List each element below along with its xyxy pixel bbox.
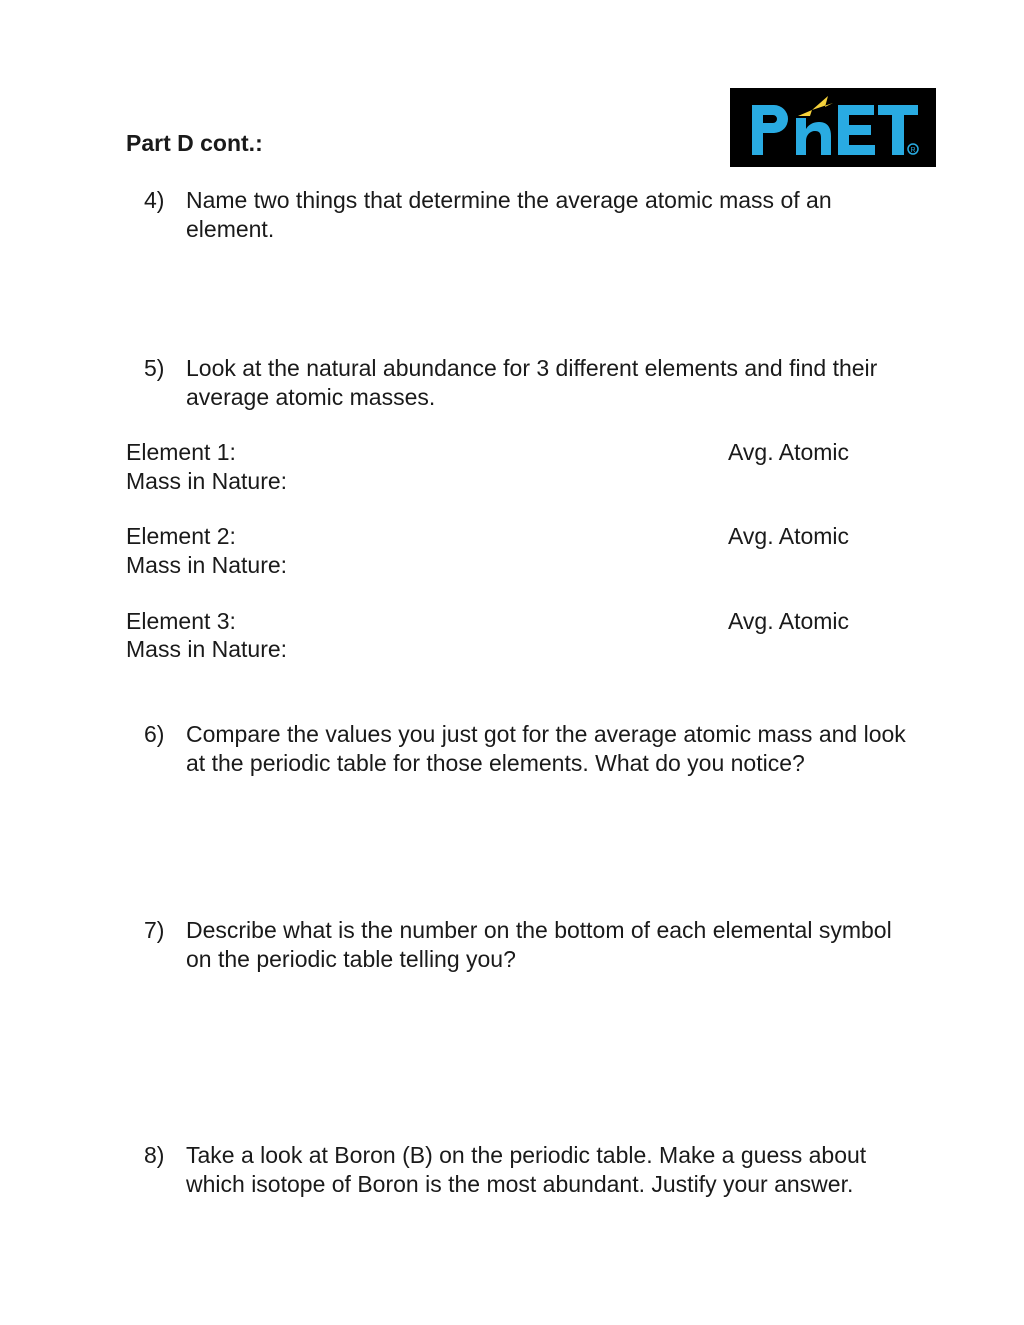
question-6-text: Compare the values you just got for the average atomic mass and look at the periodic table for those elements. What do you notice? (186, 721, 906, 776)
element-3-mass-in-nature: Mass in Nature: (126, 636, 288, 662)
page-heading: Part D cont.: (126, 130, 263, 156)
element-2-label: Element 2: (126, 523, 236, 549)
element-1-avg-atomic-label: Avg. Atomic (728, 439, 850, 465)
question-8-text: Take a look at Boron (B) on the periodic table. Make a guess about which isotope of Boron is the most abundant. Justify your answer. (186, 1142, 867, 1197)
element-2-mass-in-nature: Mass in Nature: (126, 552, 288, 578)
question-4-number: 4) (144, 187, 165, 213)
question-5-text: Look at the natural abundance for 3 different elements and find their average atomic masses. (186, 355, 878, 410)
question-7-number: 7) (144, 917, 165, 943)
svg-text:R: R (910, 147, 916, 154)
element-2-avg-atomic-label: Avg. Atomic (728, 523, 850, 549)
question-7-text: Describe what is the number on the bottom of each elemental symbol on the periodic table telling you? (186, 917, 892, 972)
question-5-number: 5) (144, 355, 165, 381)
element-1-label: Element 1: (126, 439, 236, 465)
phet-logo (730, 88, 936, 167)
element-3-avg-atomic-label: Avg. Atomic (728, 608, 850, 634)
element-1-mass-in-nature: Mass in Nature: (126, 468, 288, 494)
phet-logo-graphic (730, 88, 936, 167)
question-8-number: 8) (144, 1142, 165, 1168)
question-4-text: Name two things that determine the average atomic mass of an element. (186, 187, 832, 242)
element-3-label: Element 3: (126, 608, 236, 634)
question-6-number: 6) (144, 721, 165, 747)
